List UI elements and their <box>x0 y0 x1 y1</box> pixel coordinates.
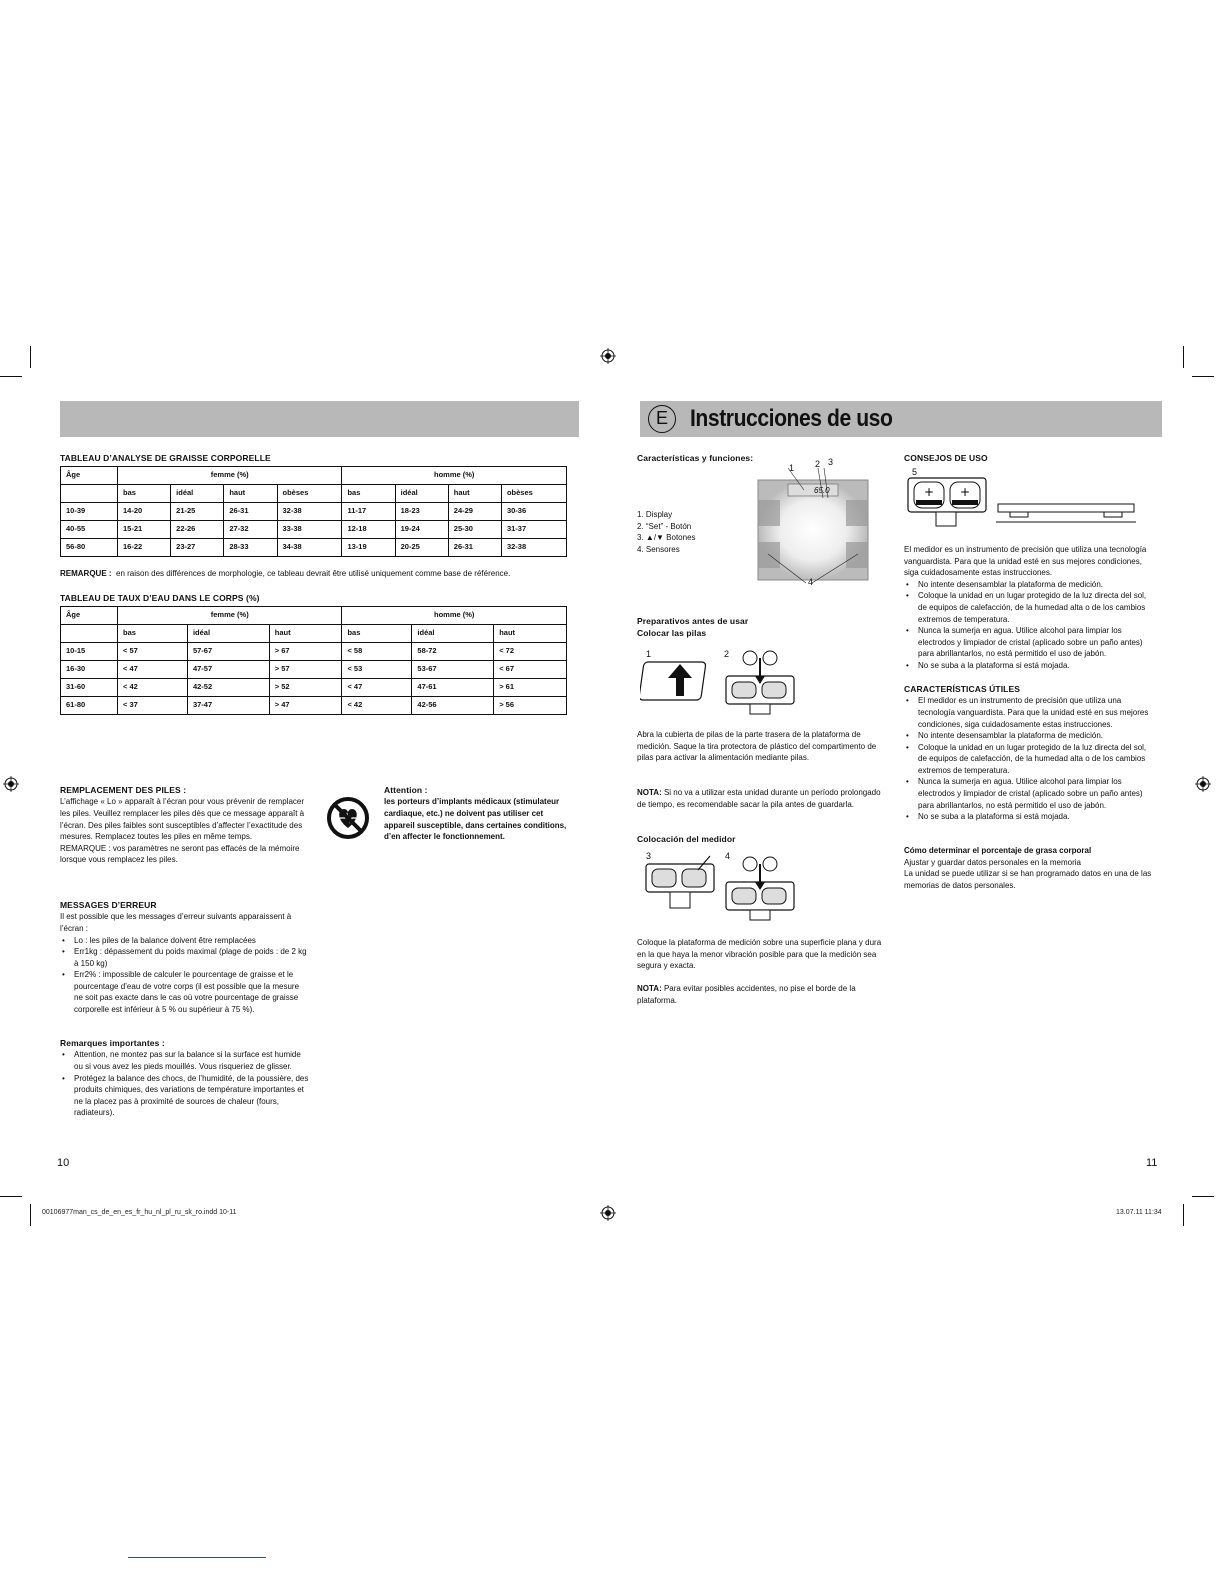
table-row <box>61 625 567 643</box>
table-cell: > 52 <box>269 679 342 697</box>
table-cell: 34-38 <box>277 539 342 557</box>
note-label: NOTA: <box>637 788 662 797</box>
page-number-left: 10 <box>57 1157 70 1169</box>
table-subheader: bas <box>342 625 412 643</box>
registration-mark-icon <box>600 1205 616 1221</box>
battery-body: L’affichage « Lo » apparaît à l’écran pour vous prévenir de remplacer les piles. Veuillez remplacer les piles dès que ce message apparaît à l’écran. Des piles faibles sont susceptibles d’affecter l’exactitude des mesures. Remplacez toutes les piles en même temps. <box>60 797 305 842</box>
errors-title: MESSAGES D’ERREUR <box>60 900 157 910</box>
table-header-male: homme (%) <box>342 467 567 485</box>
table-subheader: bas <box>118 485 171 503</box>
list-item: • Lo : les piles de la balance doivent être remplacées <box>60 935 310 947</box>
table-cell: < 57 <box>118 643 188 661</box>
remark-label: REMARQUE : <box>60 569 112 578</box>
table-cell: 25-30 <box>448 521 501 539</box>
table-header-age: Âge <box>61 607 118 625</box>
table-cell: < 42 <box>118 679 188 697</box>
footer-date: 13.07.11 11:34 <box>1116 1209 1162 1216</box>
table-cell: 40-55 <box>61 521 118 539</box>
table-cell: 31-37 <box>501 521 566 539</box>
figure-label: 3 <box>646 851 652 861</box>
figure-label: 3 <box>828 457 834 467</box>
placement-diagram-right <box>720 852 800 924</box>
important-section <box>60 1037 310 1119</box>
table-cell: 56-80 <box>61 539 118 557</box>
list-item: • No se suba a la plataforma si está mojada. <box>904 811 1154 823</box>
table-header-male: homme (%) <box>342 607 567 625</box>
table-cell: 12-18 <box>342 521 395 539</box>
table-cell: 21-25 <box>171 503 224 521</box>
scale-diagram <box>748 458 878 588</box>
fat-howto-title: Cómo determinar el porcentaje de grasa corporal <box>904 846 1092 855</box>
errors-intro: Il est possible que les messages d’erreur suivants apparaissent à l’écran : <box>60 912 292 933</box>
features-title: Características y funciones: <box>637 453 754 463</box>
list-item: • No intente desensamblar la plataforma de medición. <box>904 579 1154 591</box>
list-item: • No se suba a la plataforma si está mojada. <box>904 660 1154 672</box>
right-header-bar <box>640 401 1162 437</box>
placement-diagram-left <box>640 852 720 924</box>
table-row <box>61 643 567 661</box>
table-cell: < 72 <box>494 643 567 661</box>
table-cell: 16-30 <box>61 661 118 679</box>
table-cell: 14-20 <box>118 503 171 521</box>
table-cell: 26-31 <box>448 539 501 557</box>
table-cell: 53-67 <box>412 661 494 679</box>
table-cell: < 53 <box>342 661 412 679</box>
note-text: Para evitar posibles accidentes, no pise el borde de la plataforma. <box>637 984 856 1005</box>
tips-list <box>904 579 1154 672</box>
crop-mark <box>0 1196 22 1197</box>
prep-title-line-1: Preparativos antes de usar <box>637 616 749 626</box>
list-item: • El medidor es un instrumento de precisión que utiliza una tecnología vanguardista. Para que la unidad esté en sus mejores condiciones, siga cuidadosamente estas instrucciones. <box>904 695 1154 730</box>
table-cell: 13-19 <box>342 539 395 557</box>
attention-body: les porteurs d’implants médicaux (stimulateur cardiaque, etc.) ne doivent pas utiliser cet appareil susceptible, dans certaines conditions, d’en affecter le fonctionnement. <box>384 797 567 842</box>
tips-section <box>904 544 1154 672</box>
table-cell: 32-38 <box>501 539 566 557</box>
figure-label: 1 <box>646 649 652 659</box>
figure-label: 1 <box>789 463 795 473</box>
table-header-female: femme (%) <box>118 607 342 625</box>
list-item: • No intente desensamblar la plataforma de medición. <box>904 730 1154 742</box>
table-subheader: bas <box>118 625 188 643</box>
table-cell: 11-17 <box>342 503 395 521</box>
attention-section <box>384 784 574 843</box>
list-item: • Err1kg : dépassement du poids maximal (plage de poids : de 2 kg à 150 kg) <box>60 946 310 969</box>
tips-title: CONSEJOS DE USO <box>904 453 988 463</box>
table-cell: < 47 <box>118 661 188 679</box>
placement-note <box>637 983 887 1006</box>
remark-text: en raison des différences de morphologie, ce tableau devrait être utilisé uniquement comme base de référence. <box>116 569 511 578</box>
important-list <box>60 1049 310 1119</box>
table-row <box>61 679 567 697</box>
table-row <box>61 661 567 679</box>
table-cell: 31-60 <box>61 679 118 697</box>
list-item: • Attention, ne montez pas sur la balance si la surface est humide ou si vous avez les pieds mouillés. Vous risqueriez de glisser. <box>60 1049 310 1072</box>
crop-mark <box>0 376 22 377</box>
table-cell: 23-27 <box>171 539 224 557</box>
language-badge: E <box>648 405 676 433</box>
svg-text:+: + <box>960 485 971 499</box>
fat-howto-section <box>904 845 1154 891</box>
table-subheader: obèses <box>277 485 342 503</box>
table-subheader: haut <box>224 485 277 503</box>
table-cell: 47-57 <box>187 661 269 679</box>
scale-side-view-diagram <box>996 498 1136 524</box>
fat-howto-line-1: Ajustar y guardar datos personales en la memoria <box>904 857 1081 867</box>
table-row <box>61 607 567 625</box>
table-row <box>61 521 567 539</box>
errors-list <box>60 935 310 1016</box>
list-item: • Nunca la sumerja en agua. Utilice alcohol para limpiar los electrodos y limpiador de cristal (aplicado sobre un paño antes) para abrillantarlos, no está permitido el uso de jabón. <box>904 625 1154 660</box>
table-cell: 57-67 <box>187 643 269 661</box>
table-cell: 26-31 <box>224 503 277 521</box>
footer-rule <box>128 1557 266 1558</box>
errors-section <box>60 899 310 1016</box>
table-cell: 61-80 <box>61 697 118 715</box>
left-header-bar <box>60 401 579 437</box>
registration-mark-icon <box>600 348 616 364</box>
list-item: • Coloque la unidad en un lugar protegido de la luz directa del sol, de equipos de calefacción, de la humedad alta o de los cambios extremos de temperatura. <box>904 742 1154 777</box>
footer-filename: 00106977man_cs_de_en_es_fr_hu_nl_pl_ru_sk_ro.indd 10-11 <box>42 1209 237 1216</box>
water-table-title: TABLEAU DE TAUX D’EAU DANS LE CORPS (%) <box>60 593 260 603</box>
table-cell: 19-24 <box>395 521 448 539</box>
prep-title-line-2: Colocar las pilas <box>637 628 707 639</box>
list-item: • Nunca la sumerja en agua. Utilice alcohol para limpiar los electrodos y limpiador de cristal (aplicado sobre un paño antes) para abrillantarlos, no está permitido el uso de jabón. <box>904 776 1154 811</box>
prep-note <box>637 787 887 810</box>
table-cell: > 47 <box>269 697 342 715</box>
table-subheader: haut <box>448 485 501 503</box>
table-cell: 18-23 <box>395 503 448 521</box>
table-cell: < 47 <box>342 679 412 697</box>
crop-mark <box>1192 1196 1214 1197</box>
list-item: 3. ▲/▼ Botones <box>637 533 696 543</box>
table-cell: > 67 <box>269 643 342 661</box>
table-cell: 47-61 <box>412 679 494 697</box>
battery-remark: REMARQUE : vos paramètres ne seront pas effacés de la mémoire lorsque vous remplacez les piles. <box>60 843 300 865</box>
table-cell: < 37 <box>118 697 188 715</box>
table-subheader: obèses <box>501 485 566 503</box>
page-number-right: 11 <box>1146 1157 1158 1169</box>
fat-table <box>60 466 567 557</box>
fat-table-title: TABLEAU D’ANALYSE DE GRAISSE CORPORELLE <box>60 453 271 463</box>
table-subheader: idéal <box>395 485 448 503</box>
table-cell: 37-47 <box>187 697 269 715</box>
registration-mark-icon <box>3 776 19 792</box>
table-cell: 42-52 <box>187 679 269 697</box>
table-cell: 22-26 <box>171 521 224 539</box>
figure-label: 4 <box>808 577 814 587</box>
registration-mark-icon <box>1195 776 1211 792</box>
important-title: Remarques importantes : <box>60 1038 165 1048</box>
table-row <box>61 539 567 557</box>
table-row <box>61 503 567 521</box>
figure-label: 2 <box>724 649 730 659</box>
attention-title: Attention : <box>384 785 428 795</box>
list-item: • Err2% : impossible de calculer le pourcentage de graisse et le pourcentage d’eau de votre corps (il est possible que la mesure ne soit pas exacte dans le cas où votre pourcentage de graisse corporelle est inférieur à 5 % ou supérieur à 75 %). <box>60 969 310 1015</box>
battery-cover-diagram <box>640 648 720 708</box>
features-list <box>637 509 696 555</box>
no-pacemaker-icon <box>326 796 370 840</box>
table-subheader: idéal <box>187 625 269 643</box>
figure-label: 5 <box>912 467 918 477</box>
figure-label: 4 <box>725 851 731 861</box>
list-item: 1. Display <box>637 510 673 519</box>
note-text: Si no va a utilizar esta unidad durante un período prolongado de tiempo, es recomendable sacar la pila antes de guardarla. <box>637 788 881 809</box>
water-table <box>60 606 567 715</box>
prep-body: Abra la cubierta de pilas de la parte trasera de la plataforma de medición. Saque la tira protectora de plástico del compartimento de pilas para activar la alimentación mediante pilas. <box>637 730 877 763</box>
table-subheader: idéal <box>412 625 494 643</box>
table-cell: < 42 <box>342 697 412 715</box>
table-header-age: Âge <box>61 467 118 485</box>
placement-title: Colocación del medidor <box>637 834 736 844</box>
table-row <box>61 697 567 715</box>
table-row <box>61 467 567 485</box>
table-row <box>61 485 567 503</box>
table-cell: < 58 <box>342 643 412 661</box>
table-cell: 42-56 <box>412 697 494 715</box>
battery-section <box>60 784 310 866</box>
crop-mark <box>1183 346 1184 368</box>
table-header-female: femme (%) <box>118 467 342 485</box>
useful-title: CARACTERÍSTICAS ÚTILES <box>904 684 1021 694</box>
table-cell: > 56 <box>494 697 567 715</box>
battery-insert-diagram <box>720 646 800 718</box>
table-subheader: haut <box>494 625 567 643</box>
list-item: 2. “Set” - Botón <box>637 521 692 531</box>
table-cell: 10-39 <box>61 503 118 521</box>
list-item: • Coloque la unidad en un lugar protegido de la luz directa del sol, de equipos de calefacción, de la humedad alta o de los cambios extremos de temperatura. <box>904 590 1154 625</box>
table-subheader: haut <box>269 625 342 643</box>
useful-list <box>904 695 1154 823</box>
table-cell: 16-22 <box>118 539 171 557</box>
svg-text:+: + <box>924 485 935 499</box>
prep-title <box>637 615 748 640</box>
table-cell: 20-25 <box>395 539 448 557</box>
table-cell: 33-38 <box>277 521 342 539</box>
table-cell: > 61 <box>494 679 567 697</box>
crop-mark <box>30 1204 31 1226</box>
table-cell: 24-29 <box>448 503 501 521</box>
table-cell: 58-72 <box>412 643 494 661</box>
table-cell: 28-33 <box>224 539 277 557</box>
table-cell: 10-15 <box>61 643 118 661</box>
table-subheader: bas <box>342 485 395 503</box>
table-cell: 15-21 <box>118 521 171 539</box>
fat-table-remark <box>60 568 580 580</box>
table-cell: 32-38 <box>277 503 342 521</box>
table-cell: 30-36 <box>501 503 566 521</box>
table-subheader: idéal <box>171 485 224 503</box>
note-label: NOTA: <box>637 984 662 993</box>
crop-mark <box>1192 376 1214 377</box>
battery-title: REMPLACEMENT DES PILES : <box>60 785 187 795</box>
list-item: 4. Sensores <box>637 544 680 554</box>
scale-display-readout: 65.0 <box>814 486 830 495</box>
crop-mark <box>1183 1204 1184 1226</box>
list-item: • Protégez la balance des chocs, de l’humidité, de la poussière, des produits chimiques, des variations de température importantes et ne la placez pas à proximité de sources de chaleur (fours, radiateurs). <box>60 1073 310 1119</box>
table-cell: < 67 <box>494 661 567 679</box>
table-cell: 27-32 <box>224 521 277 539</box>
page-title: Instrucciones de uso <box>690 405 893 432</box>
figure-label: 2 <box>815 459 821 469</box>
fat-howto-line-2: La unidad se puede utilizar si se han programado datos en una de las memorias de datos personales. <box>904 869 1152 890</box>
useful-section <box>904 683 1154 823</box>
table-cell: > 57 <box>269 661 342 679</box>
tips-body: El medidor es un instrumento de precisión que utiliza una tecnología vanguardista. Para que la unidad esté en sus mejores condiciones, siga cuidadosamente estas instrucciones. <box>904 545 1147 578</box>
batteries-diagram <box>906 474 990 534</box>
crop-mark <box>30 346 31 368</box>
placement-body: Coloque la plataforma de medición sobre una superficie plana y dura en la que haya la menor vibración posible para que la medición sea segura y exacta. <box>637 938 882 971</box>
